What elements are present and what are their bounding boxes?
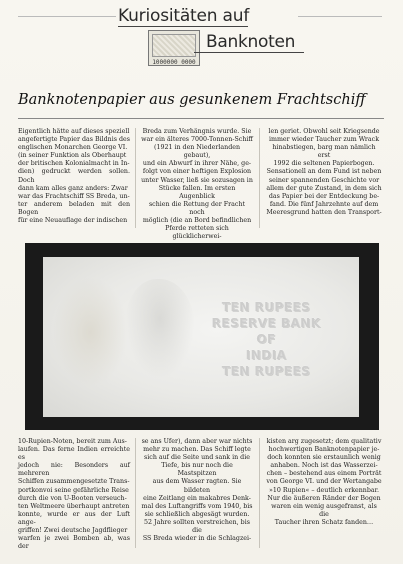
text-line: und ein Abwurf in ihrer Nähe, ge- bbox=[142, 160, 252, 168]
header-underline-2 bbox=[194, 52, 304, 53]
column-divider bbox=[135, 438, 136, 548]
text-column-bottom-1 bbox=[18, 438, 130, 551]
banknote-paper-photo bbox=[25, 243, 379, 430]
text-line: (in seiner Funktion als Oberhaupt bbox=[18, 152, 127, 160]
text-line: kisten arg zugesetzt; dem qualitativ bbox=[266, 438, 382, 445]
watermark-paper-sheet bbox=[43, 257, 359, 417]
text-line: Meeresgrund hatten den Transport- bbox=[266, 208, 382, 216]
banknote-thumbnail-number: 1000000 0000 bbox=[152, 59, 196, 66]
text-line: »10 Rupien« – deutlich erkennbar. bbox=[269, 486, 379, 494]
water-stain bbox=[53, 277, 128, 387]
header-rule-left bbox=[18, 16, 116, 17]
text-line: der britischen Kolonialmacht in In- bbox=[18, 160, 130, 168]
banknote-thumbnail-icon bbox=[148, 30, 200, 66]
text-line: SS Breda wieder in die Schlagzei- bbox=[142, 535, 252, 543]
text-line: folgt von einer heftigen Explosion bbox=[142, 168, 252, 176]
banknote-thumbnail-image bbox=[152, 34, 196, 57]
text-line: hochwertigen Banknotenpapier je- bbox=[268, 446, 380, 454]
watermark-text bbox=[211, 299, 321, 379]
text-line: sie schließlich abgesägt wurden. bbox=[144, 510, 250, 518]
text-line: ter anderem beladen mit den Bogen bbox=[18, 200, 130, 216]
text-line: von George VI. und der Wertangabe bbox=[266, 478, 382, 486]
text-line: laufen. Das ferne Indien erreichte es bbox=[18, 446, 130, 462]
text-line: mal des Luftangriffs vom 1940, bis bbox=[141, 502, 253, 510]
header-line-1: Kuriositäten auf bbox=[118, 6, 250, 26]
text-line: immer wieder Taucher zum Wrack bbox=[268, 136, 380, 144]
text-column-top-3 bbox=[266, 128, 382, 217]
text-line: (1921 in den Niederlanden gebaut), bbox=[153, 144, 241, 160]
text-line: 10-Rupien-Noten, bereit zum Aus- bbox=[18, 438, 127, 445]
text-line: das Papier bei der Entdeckung be- bbox=[268, 192, 380, 200]
column-divider bbox=[259, 128, 260, 228]
text-line: Eigentlich hätte auf dieses speziell bbox=[18, 128, 130, 135]
watermark-line: RESERVE BANK bbox=[211, 316, 321, 330]
text-column-top-1 bbox=[18, 128, 130, 225]
text-line: englischen Monarchen George VI. bbox=[18, 144, 128, 152]
text-line: anhaben. Noch ist das Wasserzei- bbox=[270, 462, 378, 470]
text-line: doch konnten sie erstaunlich wenig bbox=[267, 454, 381, 462]
text-column-top-2 bbox=[141, 128, 253, 241]
text-line: seiner spannenden Geschichte vor bbox=[268, 176, 380, 184]
text-line: warfen je zwei Bomben ab, was der bbox=[18, 535, 130, 551]
text-column-bottom-2 bbox=[141, 438, 253, 543]
text-line: durch die von U-Booten verseuch- bbox=[18, 494, 127, 502]
text-line: Nur die äußeren Ränder der Bogen bbox=[267, 494, 381, 502]
column-divider bbox=[259, 438, 260, 548]
text-line: chen – bestehend aus einem Porträt bbox=[266, 470, 382, 478]
text-line: Taucher ihren Schatz fanden… bbox=[274, 518, 374, 526]
text-line: Breda zum Verhängnis wurde. Sie bbox=[142, 128, 252, 135]
watermark-line: OF bbox=[256, 332, 276, 346]
watermark-line: TEN RUPEES bbox=[221, 364, 311, 378]
text-line: Tiefe, bis nur noch die Mastspitzen bbox=[161, 462, 233, 478]
text-line: Sensationell an dem Fund ist neben bbox=[266, 168, 382, 176]
watermark-line: TEN RUPEES bbox=[221, 300, 311, 314]
text-line: griffen! Zwei deutsche Jagdflieger bbox=[18, 527, 128, 535]
text-line: Stücke fallen. Im ersten Augenblick bbox=[158, 184, 236, 200]
text-line: len geriet. Obwohl seit Kriegsende bbox=[268, 128, 380, 135]
series-header bbox=[118, 4, 296, 70]
text-line: war ein älteres 7000-Tonnen-Schiff bbox=[141, 136, 253, 144]
text-column-bottom-3 bbox=[266, 438, 382, 527]
article-title: Banknotenpapier aus gesunkenem Frachtschiff bbox=[18, 92, 366, 108]
text-line: allem der gute Zustand, in dem sich bbox=[266, 184, 382, 192]
text-line: Pferde retteten sich glücklicherwei- bbox=[165, 225, 229, 241]
text-line: konnte, wurde er aus der Luft ange- bbox=[18, 510, 130, 526]
text-line: für eine Neuauflage der indischen bbox=[18, 217, 128, 225]
column-divider bbox=[135, 128, 136, 228]
text-line: se ans Ufer), dann aber war nichts bbox=[141, 438, 253, 445]
title-rule bbox=[18, 118, 384, 119]
text-line: 52 Jahre sollten verstreichen, bis die bbox=[144, 518, 250, 535]
header-line-2: Banknoten bbox=[206, 32, 296, 52]
text-line: dann kam alles ganz anders: Zwar bbox=[18, 184, 128, 192]
header-underline-1 bbox=[118, 26, 248, 27]
text-line: Schiffen zusammengesetzte Trans- bbox=[18, 478, 130, 486]
george-vi-portrait-watermark bbox=[125, 279, 195, 379]
text-line: mehr zu machen. Das Schiff legte bbox=[143, 446, 251, 454]
text-line: unter Wasser, ließ sie sozusagen in bbox=[141, 176, 253, 184]
text-line: 1992 die seltenen Papierbogen. bbox=[273, 160, 375, 168]
text-line: angefertigte Papier das Bildnis des bbox=[18, 136, 130, 144]
text-line: dien) gedruckt werden sollen. Doch bbox=[18, 168, 130, 184]
text-line: hinabstiegen, barg man nämlich erst bbox=[272, 144, 376, 160]
text-line: fand. Die fünf Jahrzehnte auf dem bbox=[269, 200, 379, 208]
header-rule-right bbox=[298, 16, 382, 17]
text-line: eine Zeitlang ein makabres Denk- bbox=[143, 494, 251, 502]
text-line: portkonvoi seine gefährliche Reise bbox=[18, 486, 129, 494]
text-line: möglich (die an Bord befindlichen bbox=[142, 217, 252, 225]
text-line: aus dem Wasser ragten. Sie bildeten bbox=[152, 478, 242, 494]
text-line: ten Weltmeere überhaupt antreten bbox=[18, 502, 130, 510]
text-line: war das Frachtschiff SS Breda, un- bbox=[18, 192, 130, 200]
text-line: sich auf die Seite und sank in die bbox=[144, 454, 250, 462]
text-line: waren ein wenig ausgefranst, als die bbox=[271, 502, 377, 518]
watermark-line: INDIA bbox=[245, 348, 287, 362]
text-line: jedoch nie: Besonders auf mehreren bbox=[18, 462, 130, 478]
text-line: schien die Rettung der Fracht noch bbox=[148, 200, 246, 216]
